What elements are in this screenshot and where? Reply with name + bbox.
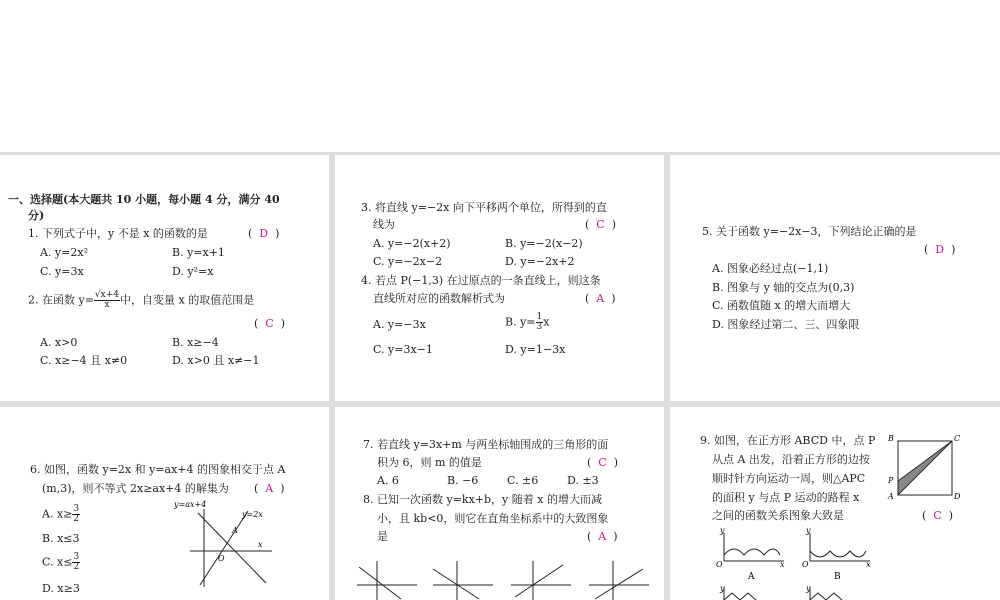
q7-stem-line2: 积为 6，则 m 的值是 [377, 456, 482, 469]
q8-stem-line2: 小，且 kb<0，则它在直角坐标系中的大致图象 [377, 512, 609, 525]
q9-diagonal-ac [898, 441, 952, 495]
svg-text:x: x [866, 560, 871, 569]
q5-answer: D [935, 243, 945, 256]
q9-answer-box: ( C ) [922, 509, 954, 522]
q4-option-c: C. y=3x−1 [373, 343, 433, 356]
q5-option-b: B. 图象与 y 轴的交点为(0,3) [712, 281, 855, 294]
q9-stem-line4: 的面积 y 与点 P 运动的路程 x [712, 491, 860, 504]
q6-label-line2: y=2x [242, 510, 263, 519]
svg-text:O: O [716, 560, 723, 569]
q8-figure-c [511, 561, 571, 600]
q1-stem: 1. 下列式子中，y 不是 x 的函数的是 [28, 227, 208, 240]
section-title: 一、选择题(本大题共 10 小题，每小题 4 分，满分 40 [8, 193, 280, 206]
q5-option-c: C. 函数值随 x 的增大而增大 [712, 299, 851, 312]
q2-option-a: A. x>0 [40, 336, 78, 349]
q1-option-a: A. y=2x² [40, 246, 88, 259]
q1-option-b: B. y=x+1 [172, 246, 225, 259]
q9-stem-line3: 顺时针方向运动一周，则△APC [712, 472, 866, 485]
svg-text:y: y [720, 526, 725, 535]
q2-answer-box: ( C ) [254, 317, 286, 330]
q8-stem-line3: 是 [377, 530, 388, 543]
q6-stem-line1: 6. 如图，函数 y=2x 和 y=ax+4 的图象相交于点 A [30, 463, 286, 476]
q9-label-b: B [888, 434, 894, 443]
q9-graph-a [716, 526, 785, 582]
q6-label-line1: y=ax+4 [174, 500, 207, 509]
q9-graph-b [802, 526, 871, 582]
panel-q9 [670, 407, 1000, 600]
q3-option-b: B. y=−2(x−2) [505, 237, 583, 250]
q8-figure-a [357, 561, 417, 600]
svg-text:y: y [806, 584, 811, 593]
q9-option-graphs [710, 525, 890, 600]
q7-option-b: B. −6 [447, 474, 479, 487]
q7-stem-line1: 7. 若直线 y=3x+m 与两坐标轴围成的三角形的面 [363, 438, 609, 451]
q4-option-b: B. y= $\frac{1}{3}$ x [505, 312, 550, 332]
q4-option-d: D. y=1−3x [505, 343, 566, 356]
q6-label-origin: O [218, 554, 225, 563]
q4-stem-line1: 4. 若点 P(−1,3) 在过原点的一条直线上，则这条 [361, 274, 601, 287]
q9-graph-a-label: A [748, 572, 755, 582]
q4-answer: A [596, 292, 605, 305]
q8-figure-b [433, 561, 493, 600]
q6-stem-line2: (m,3)，则不等式 2x≥ax+4 的解集为 [42, 482, 229, 495]
panel-q1-q2 [0, 155, 329, 401]
q1-option-d: D. y²=x [172, 265, 214, 278]
q3-stem-line2: 线为 [373, 218, 395, 231]
q6-option-c: C. x≤ $\frac{3}{2}$ [42, 552, 80, 572]
q6-answer-box: ( A ) [254, 482, 285, 495]
q3-answer: C [596, 218, 605, 231]
q2-option-b: B. x≥−4 [172, 336, 219, 349]
q1-option-c: C. y=3x [40, 265, 84, 278]
panel-q5 [670, 155, 1000, 401]
q5-option-d: D. 图象经过第二、三、四象限 [712, 318, 860, 331]
section-title-cont: 分) [28, 209, 45, 222]
q8-answer: A [598, 530, 607, 543]
q3-option-c: C. y=−2x−2 [373, 255, 443, 268]
q8-stem-line1: 8. 已知一次函数 y=kx+b，y 随着 x 的增大而减 [363, 493, 602, 506]
q9-stem-line5: 之间的函数关系图象大致是 [712, 509, 844, 522]
q9-graph-d-partial [805, 584, 842, 600]
q2-stem: 2. 在函数 y= $\frac{√x+4}{x}$ 中，自变量 x 的取值范围是 [28, 290, 255, 310]
q5-stem: 5. 关于函数 y=−2x−3，下列结论正确的是 [702, 225, 917, 238]
q4-answer-box: ( A ) [585, 292, 616, 305]
q6-figure [168, 499, 278, 587]
q5-option-a: A. 图象必经过点(−1,1) [712, 262, 829, 275]
q2-answer: C [265, 317, 274, 330]
q6-option-d: D. x≥3 [42, 582, 80, 595]
svg-text:x: x [780, 560, 785, 569]
svg-text:y: y [806, 526, 811, 535]
q4-stem-line2: 直线所对应的函数解析式为 [373, 292, 505, 305]
q7-option-c: C. ±6 [507, 474, 539, 487]
q3-answer-box: ( C ) [585, 218, 617, 231]
q1-answer: D [259, 227, 269, 240]
q8-figure-d [589, 561, 649, 600]
q7-option-d: D. ±3 [567, 474, 599, 487]
q9-graph-c-partial [719, 584, 756, 600]
q2-fraction: $\frac{√x+4}{x}$ [94, 290, 119, 310]
q6-option-b: B. x≤3 [42, 532, 80, 545]
q8-answer-box: ( A ) [587, 530, 618, 543]
q9-answer: C [933, 509, 942, 522]
q7-answer: C [598, 456, 607, 469]
q2-option-c: C. x≥−4 且 x≠0 [40, 354, 128, 367]
q3-stem-line1: 3. 将直线 y=−2x 向下平移两个单位，所得到的直 [361, 201, 607, 214]
q9-stem-line2: 从点 A 出发，沿着正方形的边按 [712, 453, 870, 466]
panel-q7-q8 [335, 407, 664, 600]
q6-answer: A [265, 482, 274, 495]
q1-answer-box: ( D ) [248, 227, 280, 240]
q9-label-d: D [954, 492, 961, 501]
panel-q3-q4 [335, 155, 664, 401]
q6-label-point-a: A [232, 526, 238, 535]
q9-label-c: C [954, 434, 961, 443]
q9-graph-b-label: B [834, 572, 841, 582]
svg-text:O: O [802, 560, 809, 569]
q9-stem-line1: 9. 如图，在正方形 ABCD 中，点 P [700, 434, 876, 447]
q7-answer-box: ( C ) [587, 456, 619, 469]
q3-option-d: D. y=−2x+2 [505, 255, 575, 268]
q6-option-a: A. x≥ $\frac{3}{2}$ [42, 504, 80, 524]
q6-label-x: x [258, 540, 263, 549]
q9-label-p: P [888, 476, 894, 485]
panel-q6 [0, 407, 329, 600]
q9-label-a: A [888, 492, 894, 501]
q3-option-a: A. y=−2(x+2) [373, 237, 451, 250]
q7-option-a: A. 6 [377, 474, 399, 487]
q5-answer-box: ( D ) [924, 243, 956, 256]
q8-option-figures [353, 555, 653, 600]
q4-option-a: A. y=−3x [373, 318, 426, 331]
q9-square-figure [886, 431, 966, 503]
q2-option-d: D. x>0 且 x≠−1 [172, 354, 260, 367]
svg-text:y: y [720, 584, 725, 593]
